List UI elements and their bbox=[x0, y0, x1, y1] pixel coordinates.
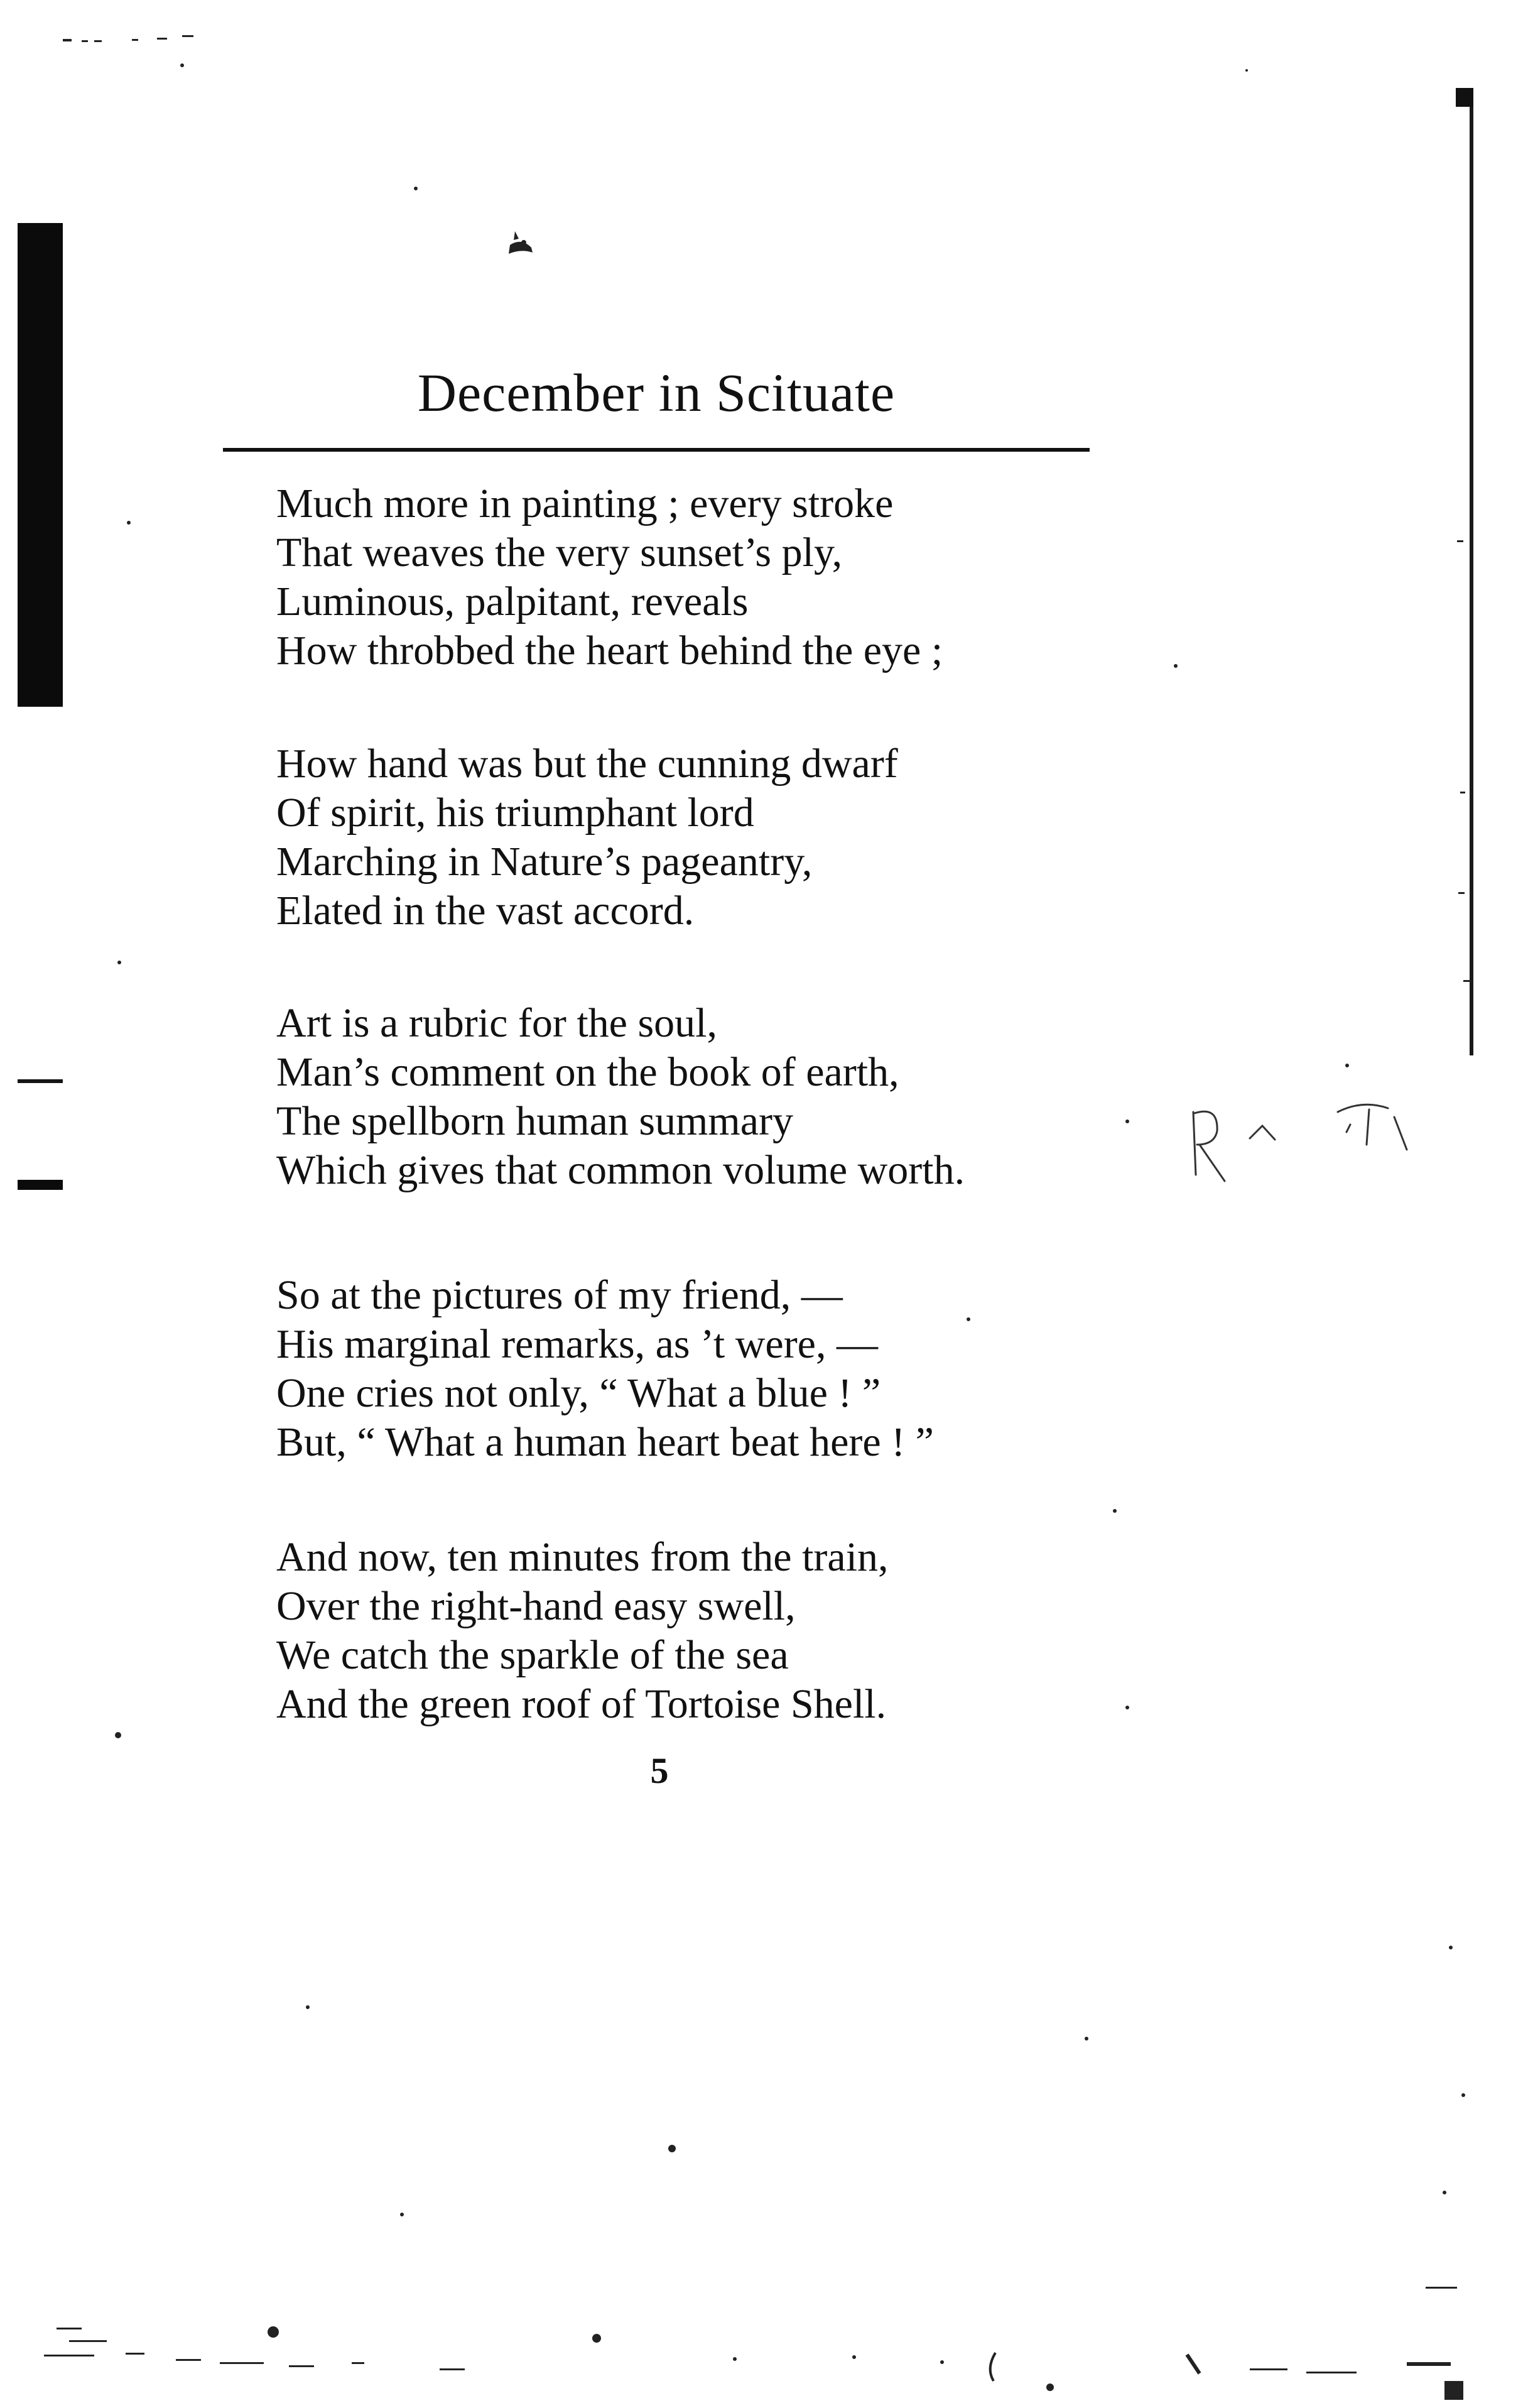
poem-line: Man’s comment on the book of earth, bbox=[276, 1049, 899, 1095]
poem-line: Luminous, palpitant, reveals bbox=[276, 579, 749, 624]
poem-line: How hand was but the cunning dwarf bbox=[276, 741, 898, 787]
poem-line: How throbbed the heart behind the eye ; bbox=[276, 628, 943, 673]
poem-line: But, “ What a human heart beat here ! ” bbox=[276, 1419, 934, 1465]
poem-line: Of spirit, his triumphant lord bbox=[276, 790, 754, 836]
poem-line: Marching in Nature’s pageantry, bbox=[276, 839, 813, 885]
poem-line: Art is a rubric for the soul, bbox=[276, 1000, 717, 1046]
poem-line: That weaves the very sunset’s ply, bbox=[276, 530, 843, 575]
poem-line: Over the right-hand easy swell, bbox=[276, 1583, 796, 1629]
page-number: 5 bbox=[650, 1750, 669, 1791]
poem-line: His marginal remarks, as ’t were, — bbox=[276, 1321, 878, 1367]
poem-line: Elated in the vast accord. bbox=[276, 888, 695, 934]
poem-line: And now, ten minutes from the train, bbox=[276, 1534, 889, 1580]
poem-line: So at the pictures of my friend, — bbox=[276, 1272, 843, 1318]
poem-line: The spellborn human summary bbox=[276, 1098, 794, 1144]
poem-line: Which gives that common volume worth. bbox=[276, 1147, 965, 1193]
poem-line: One cries not only, “ What a blue ! ” bbox=[276, 1370, 881, 1416]
poem-line: We catch the sparkle of the sea bbox=[276, 1632, 789, 1678]
page-title: December in Scituate bbox=[417, 362, 896, 423]
poem-line: Much more in painting ; every stroke bbox=[276, 481, 894, 526]
poem-line: And the green roof of Tortoise Shell. bbox=[276, 1681, 887, 1727]
